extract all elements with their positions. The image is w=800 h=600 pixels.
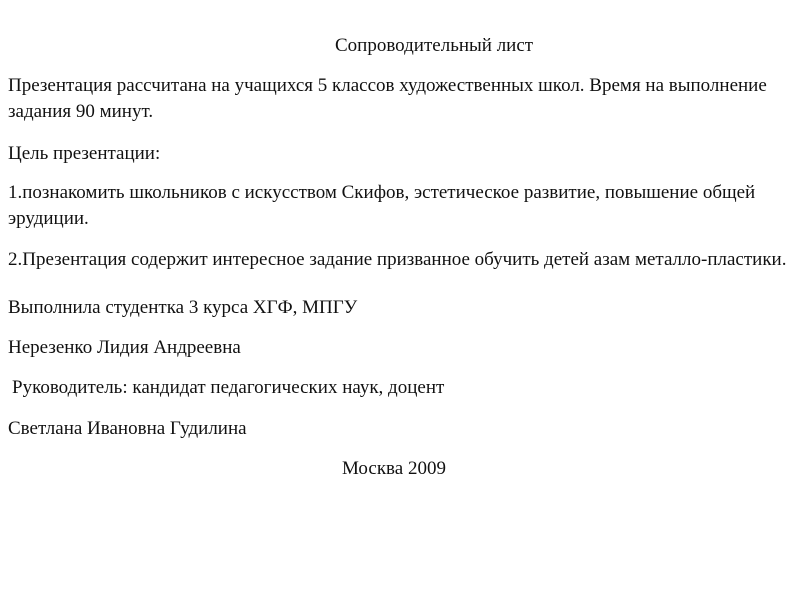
supervisor-line: Руководитель: кандидат педагогических наук, доцент xyxy=(12,377,445,398)
document-title: Сопроводительный лист xyxy=(335,35,534,56)
place-and-year: Москва 2009 xyxy=(342,458,446,479)
author-name: Нерезенко Лидия Андреевна xyxy=(8,337,241,358)
author-line: Выполнила студентка 3 курса ХГФ, МПГУ xyxy=(8,297,358,318)
goal-item-2: 2.Презентация содержит интересное задание призванное обучить детей азам металло-пластики. xyxy=(8,249,787,270)
supervisor-name: Светлана Ивановна Гудилина xyxy=(8,418,247,439)
goal-item-1: 1.познакомить школьников с искусством Скифов, эстетическое развитие, повышение общей эрудиции. xyxy=(8,182,756,229)
presentation-audience-paragraph: Презентация рассчитана на учащихся 5 классов художественных школ. Время на выполнение задания 90 минут. xyxy=(8,75,767,122)
presentation-goal-heading: Цель презентации: xyxy=(8,143,161,164)
